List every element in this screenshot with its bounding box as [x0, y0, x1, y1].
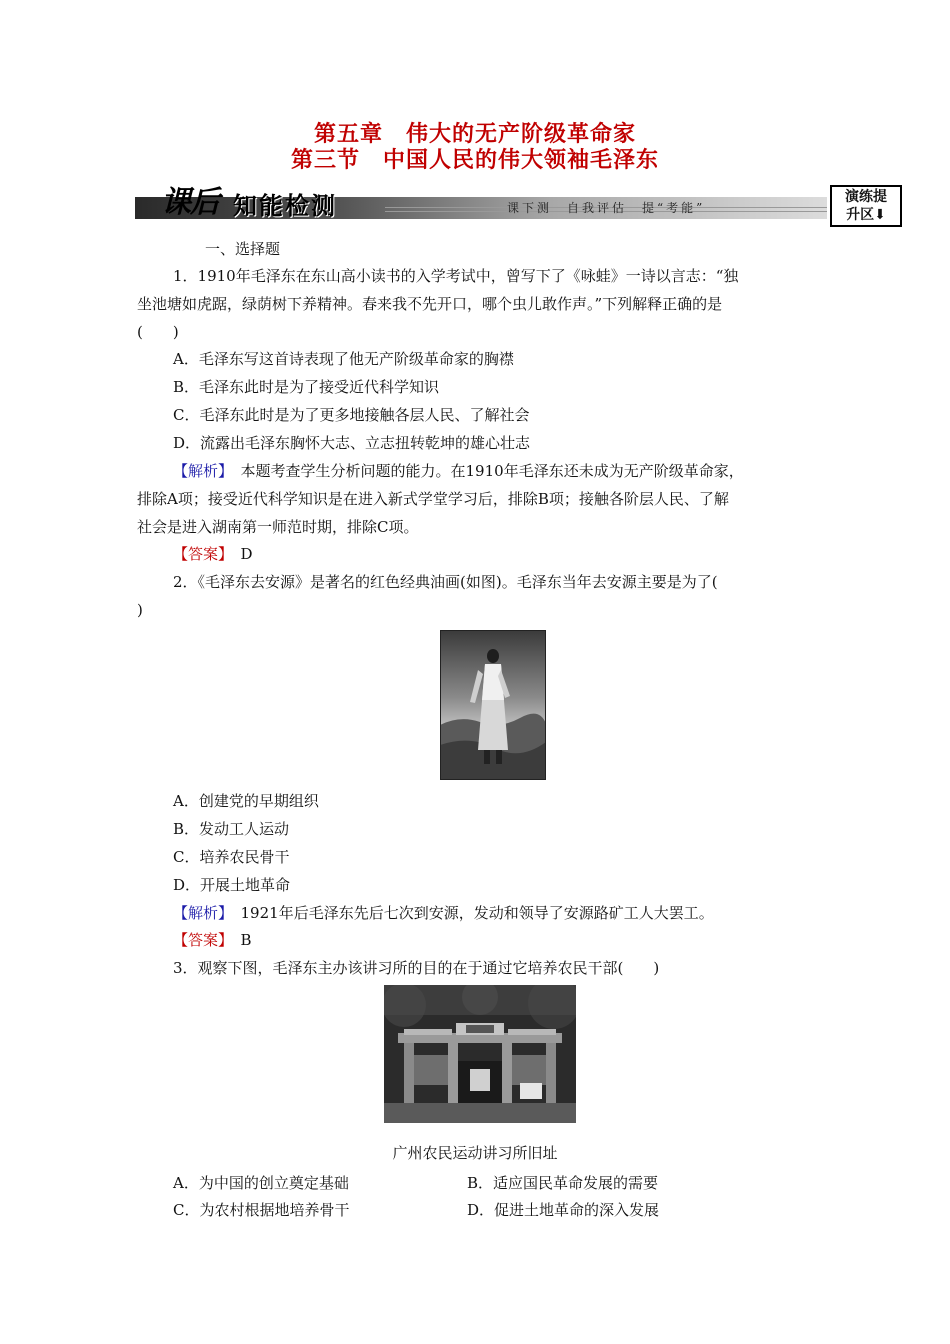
section-banner — [135, 185, 827, 225]
banner-subtitle: 课下测 自我评估 提“考能” — [507, 201, 706, 215]
q2-option-c: C．培养农民骨干 — [173, 848, 290, 866]
q2-analysis-line1 — [173, 903, 714, 923]
q1-analysis-line2: 排除A项；接受近代科学知识是在进入新式学堂学习后，排除B项；接触各阶层人民、了解 — [137, 490, 729, 508]
practice-box — [830, 185, 902, 227]
q1-option-d: D．流露出毛泽东胸怀大志、立志扭转乾坤的雄心壮志 — [173, 434, 531, 452]
section-title: 第三节 中国人民的伟大领袖毛泽东 — [290, 148, 659, 173]
q1-answer — [173, 544, 253, 564]
q1-stem-line3: ( ) — [137, 323, 179, 341]
q3-stem-line1: 3．观察下图，毛泽东主办该讲习所的目的在于通过它培养农民干部( ) — [173, 959, 660, 977]
q1-answer-tag: 【答案】 — [173, 545, 226, 563]
q1-analysis-tag: 【解析】 — [173, 462, 226, 480]
section-heading: 一、选择题 — [205, 240, 281, 258]
practice-box-line2 — [832, 206, 900, 224]
peasant-institute-photo — [384, 985, 576, 1123]
q1-analysis-text: 本题考查学生分析问题的能力。在1910年毛泽东还未成为无产阶级革命家， — [225, 462, 744, 480]
q1-analysis-line3: 社会是进入湖南第一师范时期，排除C项。 — [137, 518, 419, 536]
q1-analysis-line1 — [173, 461, 744, 481]
q2-answer-tag: 【答案】 — [173, 931, 226, 949]
q2-option-d: D．开展土地革命 — [173, 876, 291, 894]
q3-option-a: A．为中国的创立奠定基础 — [173, 1174, 349, 1192]
practice-box-label: 升区 — [846, 207, 875, 223]
q3-option-b: B．适应国民革命发展的需要 — [467, 1174, 659, 1192]
q2-stem-line1: 2．《毛泽东去安源》是著名的红色经典油画(如图)。毛泽东当年去安源主要是为了( — [173, 573, 718, 591]
q3-photo-caption: 广州农民运动讲习所旧址 — [392, 1144, 558, 1162]
q3-option-d: D．促进土地革命的深入发展 — [467, 1201, 660, 1219]
q2-stem-line2: ) — [137, 601, 143, 619]
painting-mao-to-anyuan-image — [440, 630, 546, 780]
banner-main-b: 知能检测 — [233, 191, 337, 220]
q2-analysis-tag: 【解析】 — [173, 904, 226, 922]
q2-analysis-text: 1921年后毛泽东先后七次到安源，发动和领导了安源路矿工人大罢工。 — [225, 904, 714, 922]
q2-answer — [173, 930, 252, 950]
q2-answer-value: B — [225, 931, 252, 949]
q2-option-b: B．发动工人运动 — [173, 820, 290, 838]
practice-box-line1: 演练提 — [845, 189, 887, 205]
q1-answer-value: D — [225, 545, 253, 563]
q1-stem-line2: 坐池塘如虎踞，绿荫树下养精神。春来我不先开口，哪个虫儿敢作声。”下列解释正确的是 — [137, 295, 723, 313]
banner-main-a: 课后 — [161, 185, 219, 220]
q1-option-c: C．毛泽东此时是为了更多地接触各层人民、了解社会 — [173, 406, 530, 424]
q1-stem-line1: 1．1910年毛泽东在东山高小读书的入学考试中，曾写下了《咏蛙》一诗以言志：“独 — [173, 267, 739, 285]
q2-option-a: A．创建党的早期组织 — [173, 792, 319, 810]
q1-option-b: B．毛泽东此时是为了接受近代科学知识 — [173, 378, 440, 396]
q1-option-a: A．毛泽东写这首诗表现了他无产阶级革命家的胸襟 — [173, 350, 514, 368]
q3-option-c: C．为农村根据地培养骨干 — [173, 1201, 350, 1219]
down-arrow-icon: ⬇ — [874, 207, 886, 223]
chapter-title: 第五章 伟大的无产阶级革命家 — [313, 122, 636, 147]
